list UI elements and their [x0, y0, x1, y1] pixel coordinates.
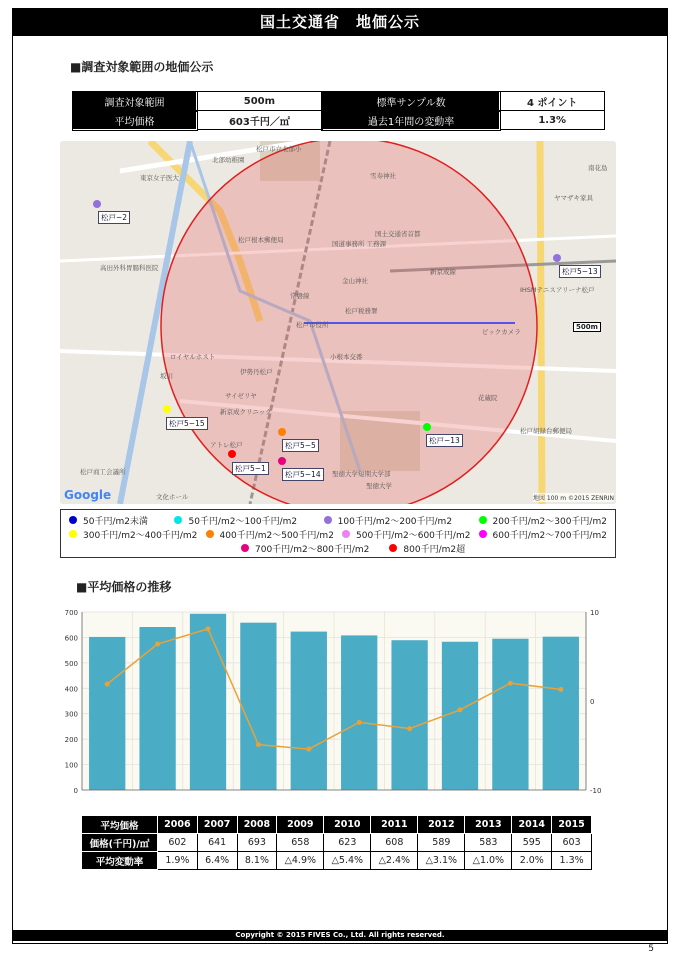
- legend-dot: [324, 516, 332, 524]
- place-name: 南花島: [588, 164, 608, 172]
- trend-change-row: [82, 852, 592, 870]
- trend-header-label: 平均価格: [82, 816, 158, 834]
- legend-dot: [479, 516, 487, 524]
- change-rate-point: [558, 687, 563, 692]
- y2-tick-label: -10: [590, 787, 602, 795]
- place-name: 新京成クリニック: [220, 408, 272, 416]
- y-tick-label: 200: [64, 736, 78, 745]
- place-name: 国道事務所 工務課: [332, 240, 387, 248]
- legend-dot: [342, 530, 350, 538]
- y-tick-label: 400: [64, 685, 78, 694]
- sample-label: 標準サンプル数: [322, 92, 500, 111]
- legend-item: [206, 528, 334, 541]
- legend-dot: [174, 516, 182, 524]
- info-table: [72, 91, 605, 130]
- place-name: 松戸商工会議所: [80, 468, 126, 476]
- change-rate-point: [306, 747, 311, 752]
- legend-item: [69, 528, 197, 541]
- map-graphics: [60, 141, 616, 504]
- y-tick-label: 100: [64, 761, 78, 770]
- legend-item: [342, 528, 470, 541]
- legend-item: [479, 514, 607, 527]
- point-label[interactable]: 松戸5−5: [282, 439, 319, 452]
- place-name: ロイヤルホスト: [170, 353, 216, 361]
- legend-label: 600千円/m2〜700千円/m2: [492, 530, 607, 541]
- legend-dot: [206, 530, 214, 538]
- year-header: 2006: [158, 816, 198, 834]
- section-title-range: ■調査対象範囲の地価公示: [70, 60, 214, 74]
- legend-row: [69, 527, 607, 541]
- price-bar: [89, 637, 125, 790]
- point-label[interactable]: 松戸5−1: [232, 462, 269, 475]
- year-header: 2008: [237, 816, 277, 834]
- legend-dot: [69, 516, 77, 524]
- price-trend-chart: [60, 600, 616, 800]
- change-label: 過去1年間の変動率: [322, 111, 500, 130]
- place-name: 聖徳大学短期大学部: [332, 470, 391, 478]
- legend-item: [324, 514, 452, 527]
- change-rate-point: [458, 707, 463, 712]
- place-name: ビックカメラ: [482, 328, 521, 336]
- change-value: 1.3%: [500, 111, 605, 130]
- place-name: 松戸胡録台郵便局: [520, 427, 572, 435]
- legend-label: 500千円/m2〜600千円/m2: [356, 530, 471, 541]
- price-bar: [543, 637, 579, 790]
- year-header: 2014: [512, 816, 552, 834]
- sample-value: 4 ポイント: [500, 92, 605, 111]
- point-marker[interactable]: [278, 457, 286, 465]
- change-row-label: 平均変動率: [82, 852, 158, 870]
- place-name: 金山神社: [342, 277, 368, 285]
- legend-label: 800千円/m2超: [403, 544, 466, 555]
- place-name: 松戸市立北部小: [256, 145, 302, 153]
- point-marker[interactable]: [228, 450, 236, 458]
- page-number: 5: [648, 944, 654, 954]
- price-bar: [442, 642, 478, 790]
- change-cell: △1.0%: [465, 852, 512, 870]
- price-bar: [291, 632, 327, 790]
- price-bar: [240, 623, 276, 790]
- avg-label: 平均価格: [73, 111, 197, 130]
- change-cell: △4.9%: [277, 852, 324, 870]
- change-cell: △5.4%: [324, 852, 371, 870]
- change-rate-point: [256, 742, 261, 747]
- price-cell: 602: [158, 834, 198, 852]
- legend-label: 700千円/m2〜800千円/m2: [255, 544, 370, 555]
- legend-item: [241, 542, 369, 555]
- range-value: 500m: [197, 92, 323, 111]
- legend-label: 300千円/m2〜400千円/m2: [83, 530, 198, 541]
- legend-item: [389, 542, 465, 555]
- place-name: 高田外科胃腸科医院: [100, 264, 159, 272]
- legend-label: 50千円/m2〜100千円/m2: [188, 516, 298, 527]
- year-header: 2010: [324, 816, 371, 834]
- place-name: アトレ松戸: [210, 441, 243, 449]
- change-rate-point: [508, 681, 513, 686]
- legend-dot: [241, 544, 249, 552]
- price-bar: [492, 639, 528, 790]
- y-tick-label: 0: [73, 787, 78, 795]
- price-bar: [391, 640, 427, 790]
- range-label: 調査対象範囲: [73, 92, 197, 111]
- price-cell: 595: [512, 834, 552, 852]
- price-cell: 693: [237, 834, 277, 852]
- trend-price-row: [82, 834, 592, 852]
- point-label[interactable]: 松戸−2: [98, 211, 130, 224]
- price-bar: [190, 614, 226, 790]
- point-label[interactable]: 松戸5−15: [166, 417, 208, 430]
- y-tick-label: 700: [64, 609, 78, 617]
- y-tick-label: 600: [64, 634, 78, 643]
- place-name: 松戸市役所: [296, 321, 329, 329]
- price-cell: 608: [371, 834, 418, 852]
- point-marker[interactable]: [553, 254, 561, 262]
- place-name: 北部幼稚園: [212, 156, 245, 164]
- place-name: 松戸根本郵便局: [238, 236, 284, 244]
- point-marker[interactable]: [278, 428, 286, 436]
- point-marker[interactable]: [163, 405, 171, 413]
- price-cell: 658: [277, 834, 324, 852]
- change-rate-point: [105, 682, 110, 687]
- legend-item: [174, 514, 297, 527]
- change-cell: 6.4%: [197, 852, 237, 870]
- point-label[interactable]: 松戸5−14: [282, 468, 324, 481]
- year-header: 2013: [465, 816, 512, 834]
- place-name: 伊勢丹松戸: [240, 368, 273, 376]
- place-name: 小根本交番: [330, 353, 363, 361]
- year-header: 2011: [371, 816, 418, 834]
- place-name: 雪寿神社: [370, 172, 396, 180]
- point-marker[interactable]: [93, 200, 101, 208]
- year-header: 2012: [418, 816, 465, 834]
- legend-label: 100千円/m2〜200千円/m2: [337, 516, 453, 527]
- trend-table: [81, 815, 592, 870]
- y-tick-label: 500: [64, 659, 78, 668]
- legend-label: 400千円/m2〜500千円/m2: [219, 530, 334, 541]
- change-rate-point: [155, 642, 160, 647]
- place-name: 聖徳大学: [366, 482, 392, 490]
- legend: [60, 509, 616, 558]
- legend-dot: [479, 530, 487, 538]
- change-rate-point: [407, 726, 412, 731]
- change-rate-point: [206, 626, 211, 631]
- legend-item: [69, 514, 148, 527]
- page-header: 国土交通省 地価公示: [12, 8, 668, 36]
- place-name: ヤマザキ家具: [554, 194, 593, 202]
- price-cell: 583: [465, 834, 512, 852]
- change-cell: 2.0%: [512, 852, 552, 870]
- change-cell: 1.9%: [158, 852, 198, 870]
- price-row-label: 価格(千円)/㎡: [82, 834, 158, 852]
- section-title-trend: ■平均価格の推移: [76, 580, 172, 594]
- place-name: 文化ホール: [156, 493, 189, 501]
- radius-scale-badge: 500m: [573, 322, 601, 332]
- footer-copyright: Copyright © 2015 FIVES Co., Ltd. All rights reserved.: [12, 930, 668, 941]
- place-name: 坂川: [160, 372, 173, 380]
- change-rate-point: [357, 720, 362, 725]
- place-name: 東京女子医大: [140, 174, 179, 182]
- legend-dot: [389, 544, 397, 552]
- place-name: 新京成線: [430, 268, 456, 276]
- year-header: 2015: [552, 816, 592, 834]
- place-name: 常磐線: [290, 292, 310, 300]
- y2-tick-label: 0: [590, 698, 595, 706]
- price-cell: 641: [197, 834, 237, 852]
- point-label[interactable]: 松戸5−13: [559, 265, 601, 278]
- y-tick-label: 300: [64, 710, 78, 719]
- legend-item: [479, 528, 607, 541]
- map[interactable]: [60, 141, 616, 504]
- google-logo: Google: [64, 488, 112, 502]
- point-label[interactable]: 松戸−13: [426, 434, 463, 447]
- place-name: 国土交通省首都: [375, 230, 421, 238]
- place-name: IHSMテニスアリーナ松戸: [520, 286, 595, 294]
- map-credit[interactable]: 地図 100 m ©2015 ZENRIN: [532, 495, 614, 502]
- point-marker[interactable]: [423, 423, 431, 431]
- place-name: 花蔵院: [478, 394, 498, 402]
- legend-dot: [69, 530, 77, 538]
- legend-label: 200千円/m2〜300千円/m2: [492, 516, 607, 527]
- price-bar: [341, 635, 377, 790]
- legend-label: 50千円/m2未満: [83, 516, 148, 527]
- year-header: 2009: [277, 816, 324, 834]
- price-cell: 623: [324, 834, 371, 852]
- avg-value: 603千円／㎡: [197, 111, 323, 130]
- place-name: 松戸税務署: [345, 307, 378, 315]
- legend-row: [69, 513, 607, 527]
- year-header: 2007: [197, 816, 237, 834]
- price-cell: 589: [418, 834, 465, 852]
- y2-tick-label: 10: [590, 609, 599, 617]
- change-cell: 8.1%: [237, 852, 277, 870]
- change-cell: △2.4%: [371, 852, 418, 870]
- change-cell: △3.1%: [418, 852, 465, 870]
- price-bar: [139, 627, 175, 790]
- change-cell: 1.3%: [552, 852, 592, 870]
- place-name: サイゼリヤ: [225, 392, 257, 400]
- trend-header-row: [82, 816, 592, 834]
- legend-row: [69, 541, 607, 555]
- price-cell: 603: [552, 834, 592, 852]
